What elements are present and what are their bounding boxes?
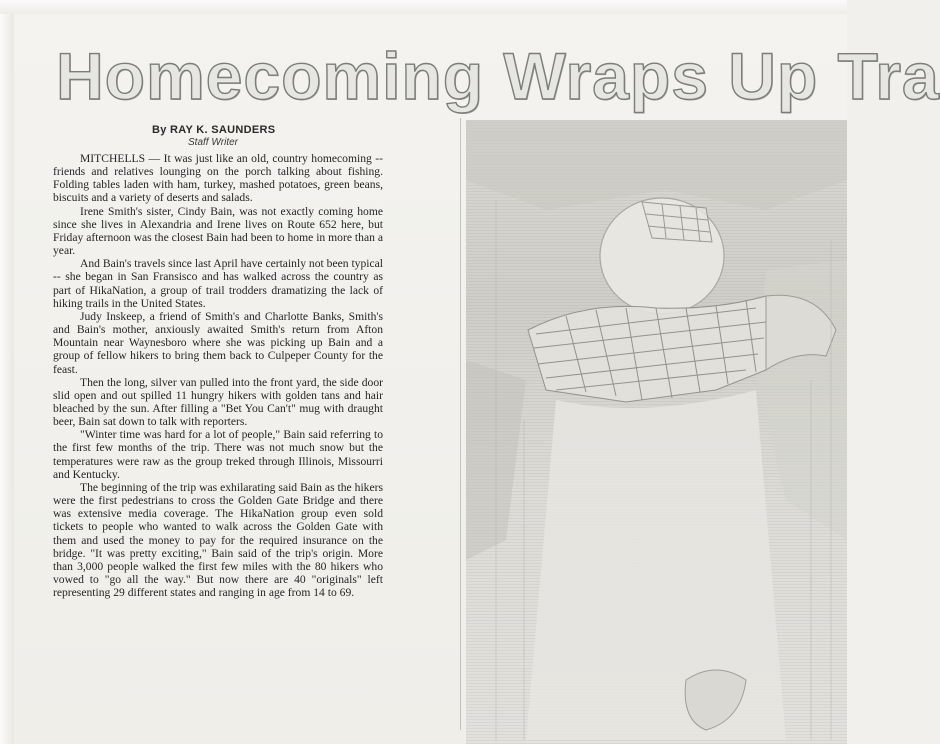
- article-body: [53, 152, 383, 732]
- article-paragraph: MITCHELLS — It was just like an old, country homecoming -- friends and relatives lounging on the porch talking about fishing. Folding tables laden with ham, turkey, mashed potatoes, green beans, biscuits and a variety of deserts and salads.: [53, 152, 383, 205]
- staff-writer-credit: Staff Writer: [188, 137, 239, 148]
- column-divider: [460, 118, 461, 730]
- faded-photograph: [466, 120, 847, 744]
- headline: Homecoming Wraps Up Tra: [56, 39, 940, 113]
- article-paragraph: Then the long, silver van pulled into the front yard, the side door slid open and out spilled 11 hungry hikers with golden tans and hair bleached by the sun. After filling a "Bet You Can't" mug with draught beer, Bain sat down to talk with reporters.: [53, 375, 383, 429]
- byline: By RAY K. SAUNDERS: [152, 124, 276, 136]
- article-paragraph: "Winter time was hard for a lot of people," Bain said referring to the first few months of the trip. There was not much snow but the temperatures were raw as the group treked through Illinois, Missourri and Kentucky.: [53, 428, 383, 481]
- paper-left-edge: [0, 0, 14, 744]
- article-paragraph: Judy Inskeep, a friend of Smith's and Charlotte Banks, Smith's and Bain's mother, anxiously awaited Smith's return from Afton Mountain near Waynesboro where she was picking up Bain and a group of fellow hikers to bring them back to Culpeper County for the feast.: [53, 309, 383, 376]
- article-paragraph: The beginning of the trip was exhilarating said Bain as the hikers were the first pedestrians to cross the Golden Gate Bridge and there was extensive media coverage. The HikaNation group even sold tickets to people who wanted to walk across the Golden Gate with them and used the money to pay for the required insurance on the bridge. "It was pretty exciting," Bain said of the trip's origin. More than 3,000 people walked the first few miles with the 80 hikers who vowed to "go all the way." But now there are 40 "originals" left representing 29 different states and ranging in age from 14 to 69.: [53, 480, 383, 600]
- article-paragraph: And Bain's travels since last April have certainly not been typical -- she began in San Fransisco and has walked across the country as part of HikaNation, a group of trail trodders dramatizing the lack of hiking trails in the United States.: [53, 257, 383, 310]
- article-paragraph: Irene Smith's sister, Cindy Bain, was not exactly coming home since she lives in Alexandria and Irene lives on Route 652 here, but Friday afternoon was the closest Bain had been to home in more than a year.: [53, 204, 383, 258]
- photo-illustration: [466, 120, 847, 744]
- paper-top-edge: [0, 0, 847, 14]
